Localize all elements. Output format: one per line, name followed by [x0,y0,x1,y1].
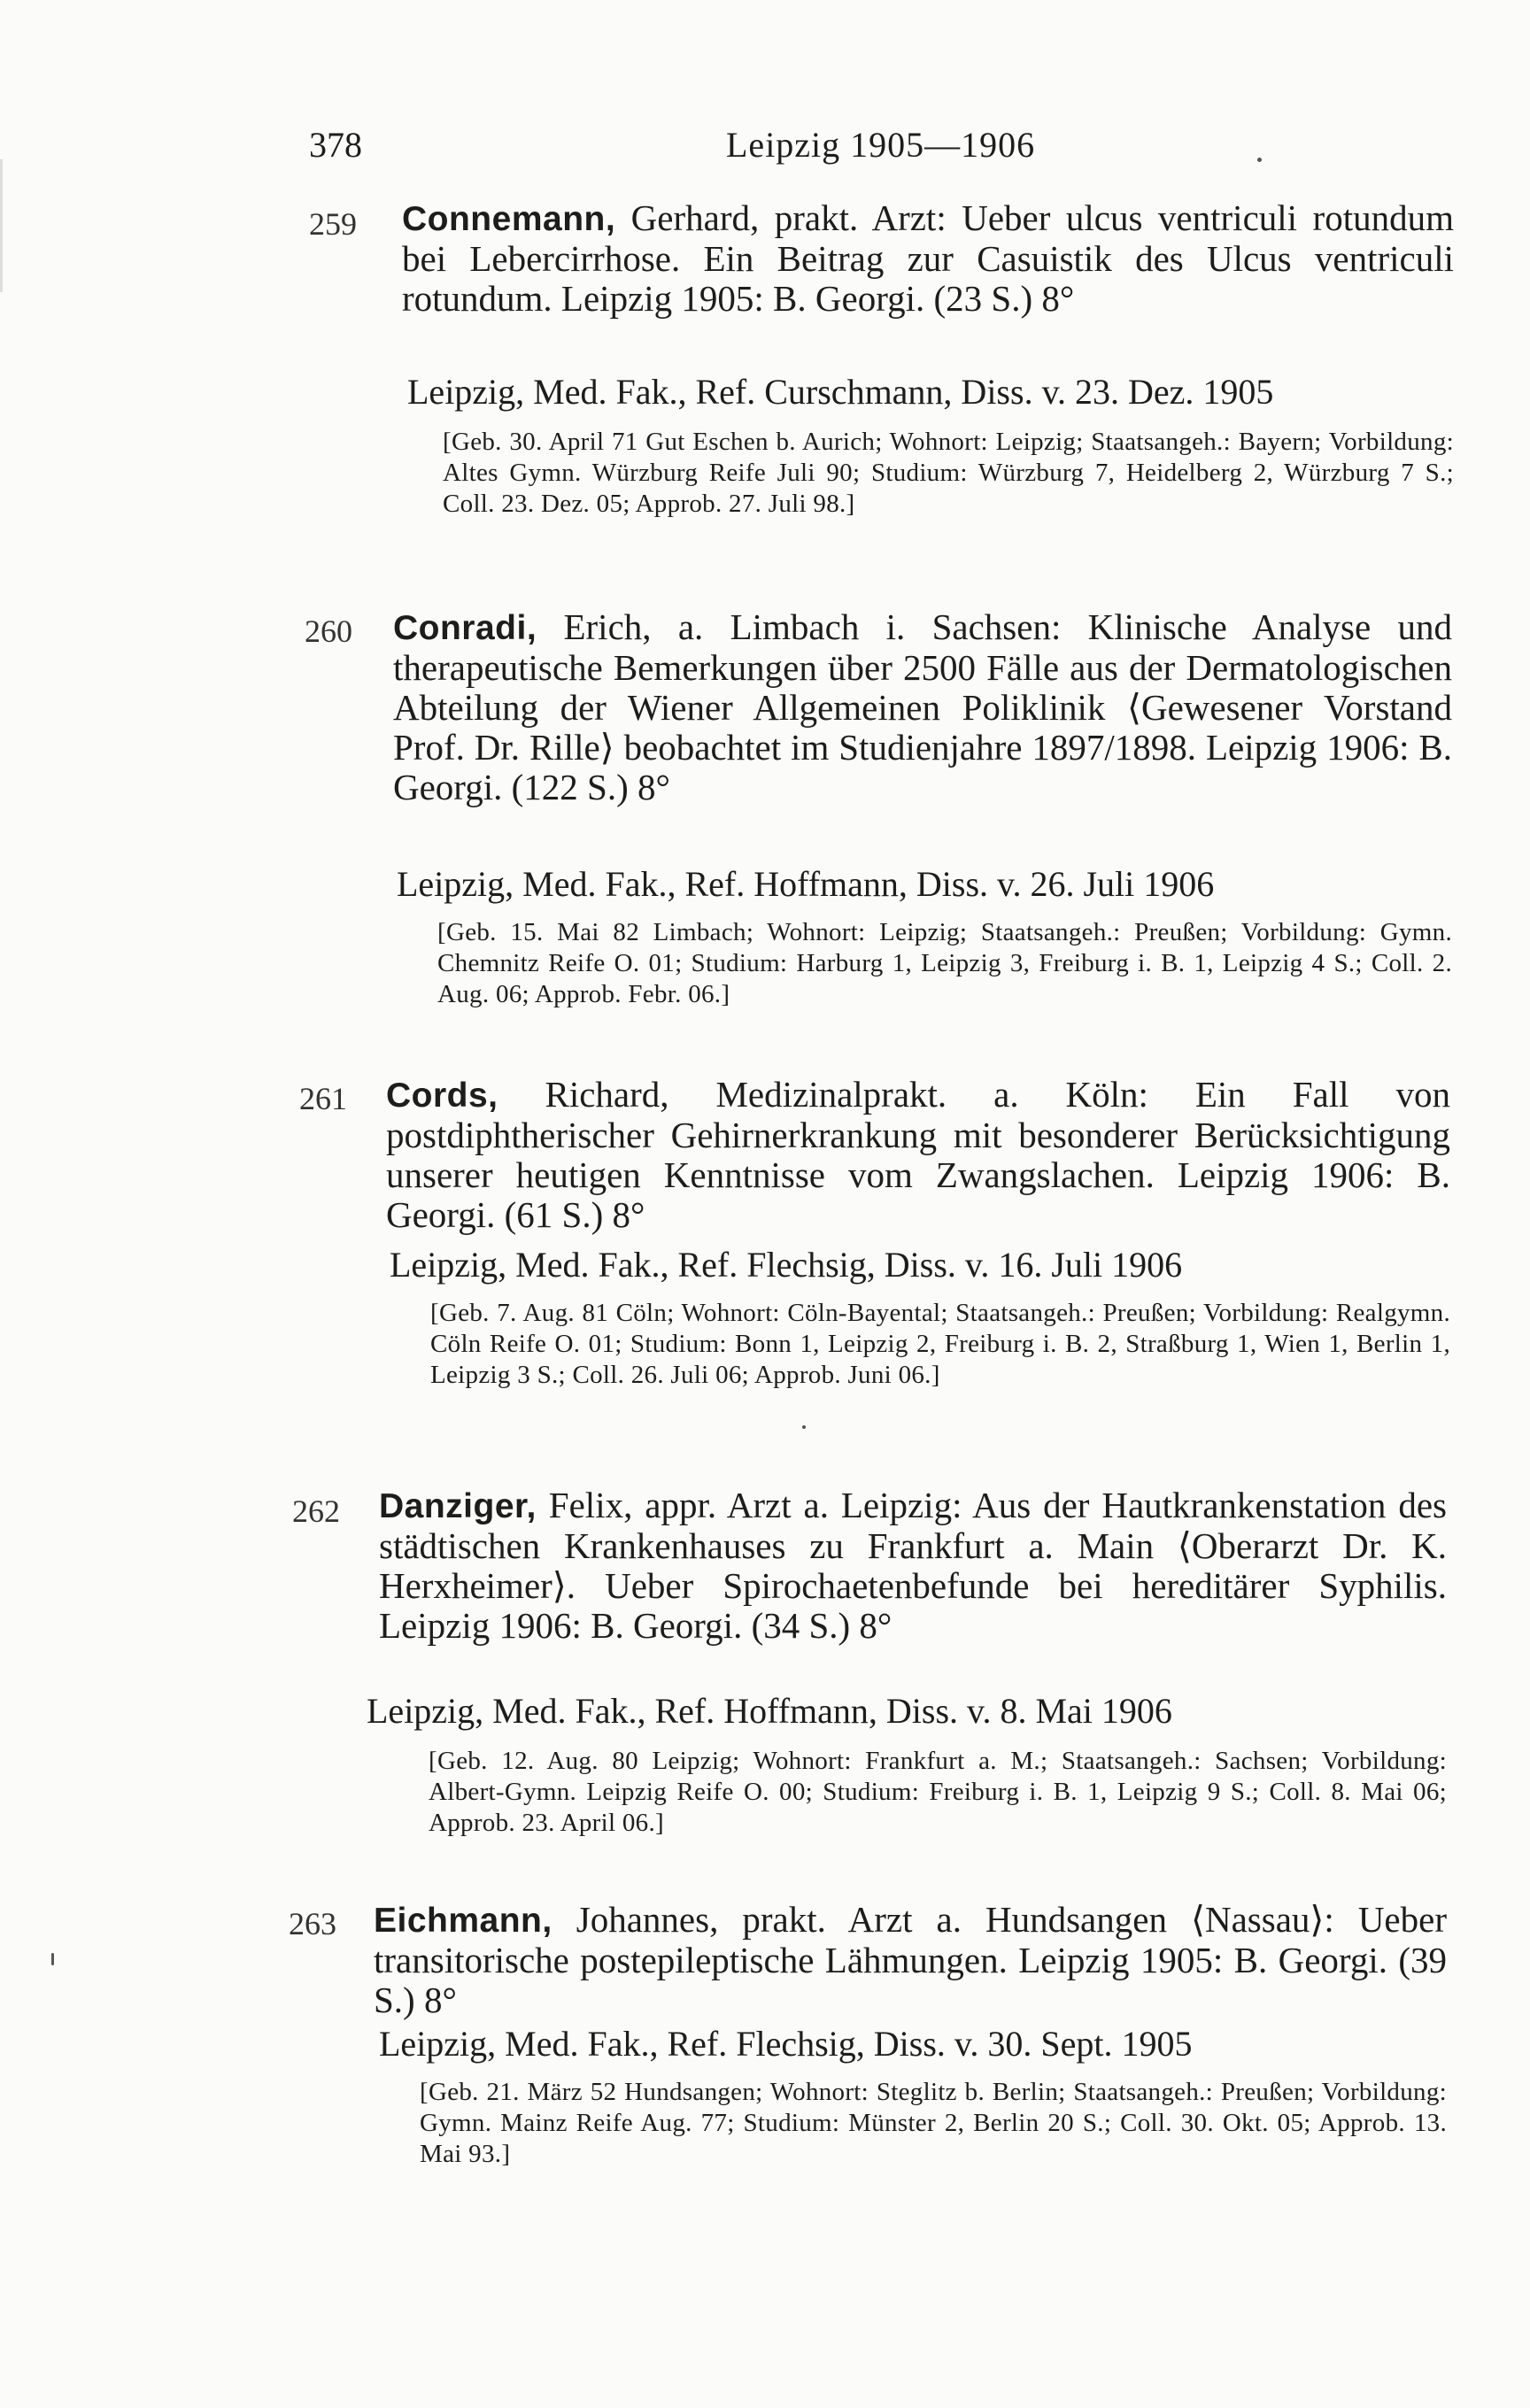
entry-biography: [Geb. 21. März 52 Hundsangen; Wohnort: Steglitz b. Berlin; Staatsangeh.: Preußen; Vorbildung: Gymn. Mainz Reife Aug. 77; Studium: Münster 2, Berlin 20 S.; Coll. 30. Okt. 05; Approb. 13. Mai 93.] [420,2078,1447,2168]
entry-text: Richard, Medizinalprakt. a. Köln: Ein Fall von postdiphtherischer Gehirnerkrankung mit besonderer Berücksichtigung unserer heutigen Kenntnisse vom Zwangslachen. Leipzig 1906: B. Georgi. (61 S.) 8° [386,1074,1450,1235]
entry-author: Connemann, [402,200,616,238]
entry-author: Conradi, [393,609,537,647]
binding-shadow [0,159,3,292]
entry-reference: Leipzig, Med. Fak., Ref. Flechsig, Diss. v. 30. Sept. 1905 [379,2024,1193,2064]
entry-title [386,1075,1450,1235]
entry-number: 263 [289,1906,336,1941]
print-speck [802,1425,806,1429]
entry-reference: Leipzig, Med. Fak., Ref. Hoffmann, Diss. v. 8. Mai 1906 [367,1691,1172,1731]
entry-biography: [Geb. 7. Aug. 81 Cöln; Wohnort: Cöln-Bayental; Staatsangeh.: Preußen; Vorbildung: Realgymn. Cöln Reife O. 01; Studium: Bonn 1, Leipzig 2, Freiburg i. B. 2, Straßburg 1, Wien 1, Berlin 1, Leipzig 3 S.; Coll. 26. Juli 06; Approb. Juni 06.] [430,1299,1450,1389]
entry-title [393,607,1452,807]
entry-reference: Leipzig, Med. Fak., Ref. Hoffmann, Diss. v. 26. Juli 1906 [397,864,1215,904]
entry-title [374,1900,1447,2020]
entry-title [402,198,1454,319]
entry-text: Johannes, prakt. Arzt a. Hundsangen ⟨Nassau⟩: Ueber transitorische postepileptische Lähmungen. Leipzig 1905: B. Georgi. (39 S.) 8° [374,1899,1447,2020]
print-speck [1257,158,1262,162]
entry-number: 261 [299,1081,347,1116]
entry-number: 259 [309,206,357,242]
entry-reference: Leipzig, Med. Fak., Ref. Curschmann, Diss. v. 23. Dez. 1905 [407,372,1274,412]
entry-biography: [Geb. 15. Mai 82 Limbach; Wohnort: Leipzig; Staatsangeh.: Preußen; Vorbildung: Gymn. Chemnitz Reife O. 01; Studium: Harburg 1, Leipzig 3, Freiburg i. B. 1, Leipzig 4 S.; Coll. 2. Aug. 06; Approb. Febr. 06.] [437,918,1452,1008]
page-number: 378 [309,125,362,165]
entry-author: Eichmann, [374,1902,552,1940]
entry-text: Felix, appr. Arzt a. Leipzig: Aus der Hautkrankenstation des städtischen Krankenhauses zu Frankfurt a. Main ⟨Oberarzt Dr. K. Herxheimer⟩. Ueber Spirochaetenbefunde bei hereditärer Syphilis. Leipzig 1906: B. Georgi. (34 S.) 8° [379,1485,1447,1646]
entry-reference: Leipzig, Med. Fak., Ref. Flechsig, Diss. v. 16. Juli 1906 [390,1245,1183,1285]
running-title: Leipzig 1905—1906 [726,125,1036,165]
entry-author: Cords, [386,1077,498,1115]
entry-number: 262 [292,1493,340,1529]
entry-text: Gerhard, prakt. Arzt: Ueber ulcus ventriculi rotundum bei Lebercirrhose. Ein Beitrag zur Casuistik des Ulcus ventriculi rotundum. Leipzig 1905: B. Georgi. (23 S.) 8° [402,197,1454,319]
entry-text: Erich, a. Limbach i. Sachsen: Klinische Analyse und therapeutische Bemerkungen über 2500 Fälle aus der Dermatologischen Abteilung der Wiener Allgemeinen Poliklinik ⟨Gewesener Vorstand Prof. Dr. Rille⟩ beobachtet im Studienjahre 1897/1898. Leipzig 1906: B. Georgi. (122 S.) 8° [393,606,1452,807]
entry-author: Danziger, [379,1487,537,1525]
entry-biography: [Geb. 30. April 71 Gut Eschen b. Aurich; Wohnort: Leipzig; Staatsangeh.: Bayern; Vorbildung: Altes Gymn. Würzburg Reife Juli 90; Studium: Würzburg 7, Heidelberg 2, Würzburg 7 S.; Coll. 23. Dez. 05; Approb. 27. Juli 98.] [443,428,1454,518]
print-speck [51,1953,54,1965]
entry-title [379,1486,1447,1646]
entry-biography: [Geb. 12. Aug. 80 Leipzig; Wohnort: Frankfurt a. M.; Staatsangeh.: Sachsen; Vorbildung: Albert-Gymn. Leipzig Reife O. 00; Studium: Freiburg i. B. 1, Leipzig 9 S.; Coll. 8. Mai 06; Approb. 23. April 06.] [429,1747,1447,1837]
entry-number: 260 [305,614,352,649]
